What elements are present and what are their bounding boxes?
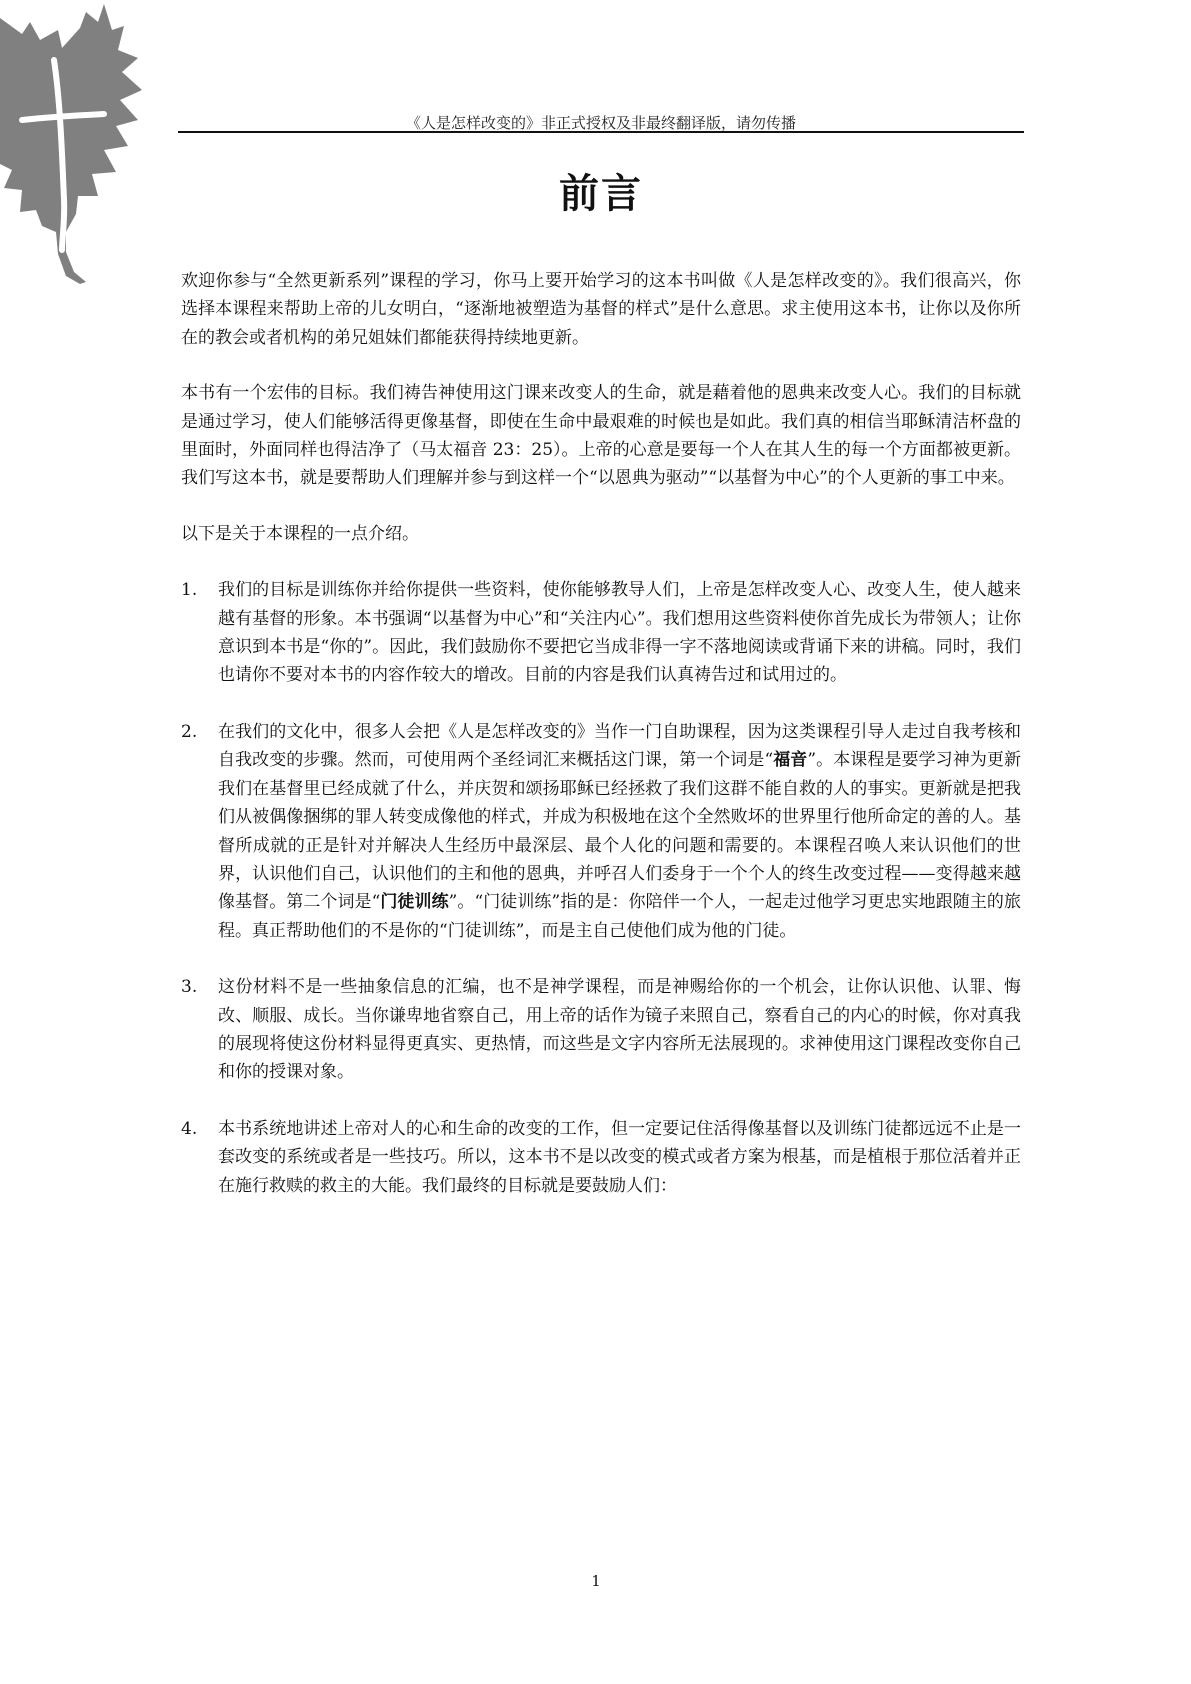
list-item-text: 我们的目标是训练你并给你提供一些资料，使你能够教导人们，上帝是怎样改变人心、改变人生，使人越来越有基督的形象。本书强调“以基督为中心”和“关注内心”。我们想用这些资料使你首先成长为带领人；让你意识到本书是“你的”。因此，我们鼓励你不要把它当成非得一字不落地阅读或背诵下来的讲稿。同时，我们也请你不要对本书的内容作较大的增改。目前的内容是我们认真祷告过和试用过的。 bbox=[218, 580, 1021, 686]
list-item-text: 本书系统地讲述上帝对人的心和生命的改变的工作，但一定要记住活得像基督以及训练门徒都远远不止是一套改变的系统或者是一些技巧。所以，这本书不是以改变的模式或者方案为根基，而是植根于那位活着并正在施行救赎的救主的大能。我们最终的目标就是要鼓励人们： bbox=[218, 1118, 1021, 1196]
text-segment: 在我们的文化中，很多人会把《人是怎样改变的》当作一门自助课程，因为这类课程引导人走过自我考核和自我改变的步骤。然而，可使用两个圣经词汇来概括这门课，第一个词是“ bbox=[218, 721, 1021, 771]
paragraph-intro: 以下是关于本课程的一点介绍。 bbox=[181, 523, 419, 544]
text-segment: ”。“门徒训练”指的是：你陪伴一个人，一起走过他学习更忠实地跟随主的旅程。真正帮助他们的不是你的“门徒训练”，而是主自己使他们成为他的门徒。 bbox=[218, 892, 1021, 941]
list-item bbox=[181, 576, 1021, 690]
page-number: 1 bbox=[591, 1572, 601, 1590]
paragraph-welcome: 欢迎你参与“全然更新系列”课程的学习，你马上要开始学习的这本书叫做《人是怎样改变的》。我们很高兴，你选择本课程来帮助上帝的儿女明白，“逐渐地被塑造为基督的样式”是什么意思。求主使用这本书，让你以及你所在的教会或者机构的弟兄姐妹们都能获得持续地更新。 bbox=[181, 271, 1021, 348]
document-body bbox=[181, 267, 1021, 1228]
list-item-number: 2. bbox=[181, 721, 198, 742]
header-divider bbox=[178, 131, 1024, 133]
page-title: 前言 bbox=[559, 171, 643, 217]
list-item-text bbox=[218, 718, 1021, 945]
list-item bbox=[181, 973, 1021, 1087]
list-item-number: 4. bbox=[181, 1118, 198, 1139]
list-item-number: 3. bbox=[181, 977, 198, 998]
keyword-gospel: 福音 bbox=[773, 750, 808, 771]
keyword-discipleship: 门徒训练 bbox=[380, 892, 449, 913]
running-header: 《人是怎样改变的》非正式授权及非最终翻译版，请勿传播 bbox=[405, 114, 796, 132]
oak-leaf-cross-icon bbox=[0, 0, 160, 285]
list-item-number: 1. bbox=[181, 580, 198, 601]
numbered-list bbox=[181, 576, 1021, 1200]
list-item bbox=[181, 1115, 1021, 1200]
list-item bbox=[181, 718, 1021, 945]
paragraph-goal: 本书有一个宏伟的目标。我们祷告神使用这门课来改变人的生命，就是藉着他的恩典来改变人心。我们的目标就是通过学习，使人们能够活得更像基督，即使在生命中最艰难的时候也是如此。我们真的相信当耶稣清洁杯盘的里面时，外面同样也得洁净了（马太福音 23：25）。上帝的心意是要每一个人在其人生的每一个方面都被更新。我们写这本书，就是要帮助人们理解并参与到这样一个“以恩典为驱动”“以基督为中心”的个人更新的事工中来。 bbox=[181, 383, 1021, 489]
text-segment: ”。本课程是要学习神为更新我们在基督里已经成就了什么，并庆贺和颂扬耶稣已经拯救了我们这群不能自救的人的事实。更新就是把我们从被偶像捆绑的罪人转变成像他的样式，并成为积极地在这个全然败坏的世界里行他所命定的善的人。基督所成就的正是针对并解决人生经历中最深层、最个人化的问题和需要的。本课程召唤人来认识他们的世界，认识他们自己，认识他们的主和他的恩典，并呼召人们委身于一个个人的终生改变过程——变得越来越像基督。第二个词是“ bbox=[218, 750, 1021, 913]
list-item-text: 这份材料不是一些抽象信息的汇编，也不是神学课程，而是神赐给你的一个机会，让你认识他、认罪、悔改、顺服、成长。当你谦卑地省察自己，用上帝的话作为镜子来照自己，察看自己的内心的时候，你对真我的展现将使这份材料显得更真实、更热情，而这些是文字内容所无法展现的。求神使用这门课程改变你自己和你的授课对象。 bbox=[218, 977, 1021, 1083]
